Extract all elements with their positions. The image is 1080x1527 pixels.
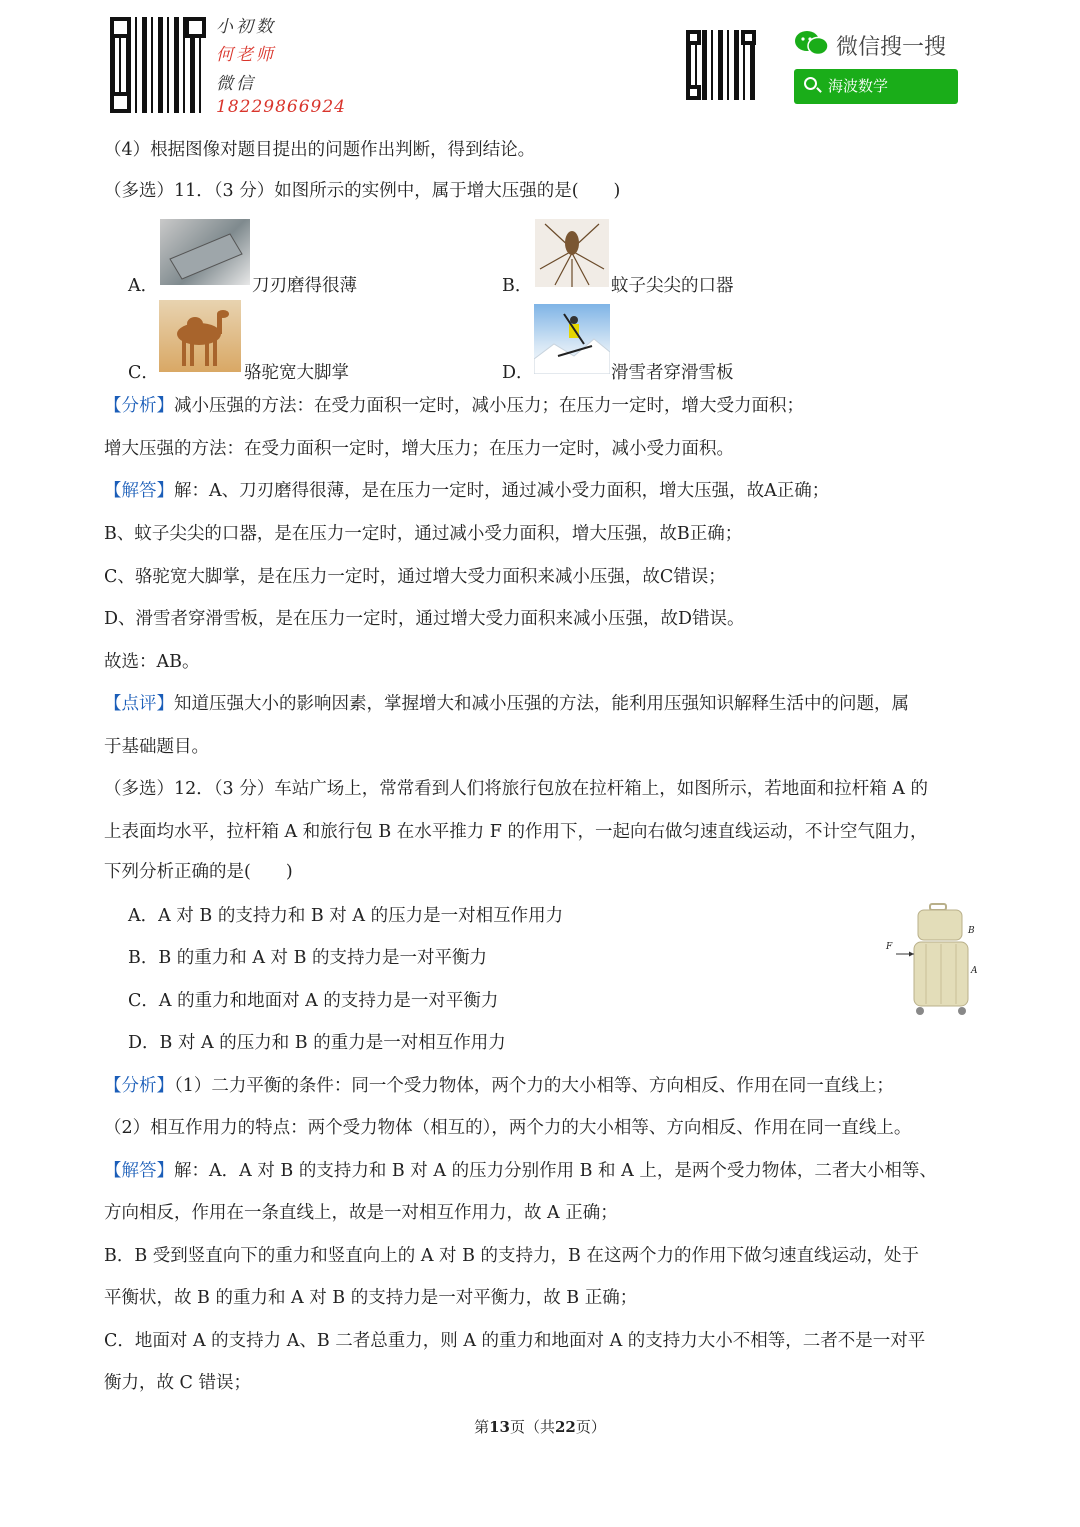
q12-option-b (128, 946, 487, 970)
q12-option-a (128, 904, 563, 928)
force-f-label: F (886, 942, 893, 952)
footer-prefix: 第 (474, 1418, 490, 1436)
contact-line-1: 小初数 (216, 17, 276, 37)
q12-option-a-text: A 对 B 的支持力和 B 对 A 的压力是一对相互作用力 (158, 906, 564, 926)
contact-line-2: 何老师 (216, 45, 276, 65)
contact-phone: 18229866924 (216, 97, 346, 117)
q11-option-a-label: A． (128, 276, 159, 296)
q11-analysis-line-1 (104, 394, 804, 418)
search-icon (804, 77, 817, 90)
q11-option-c-label: C． (128, 363, 159, 383)
q12-option-c-label: C． (128, 991, 159, 1011)
contact-line-3: 微信 (216, 74, 256, 94)
q12-answer-line-4: 平衡状，故 B 的重力和 A 对 B 的支持力是一对平衡力，故 B 正确； (104, 1288, 638, 1308)
q11-title: （多选）11．（3 分）如图所示的实例中，属于增大压强的是( ) (104, 181, 621, 201)
search-label: 海波数学 (828, 77, 889, 95)
q11-review-line-2: 于基础题目。 (104, 737, 209, 757)
q11-analysis-line-2: 增大压强的方法：在受力面积一定时，增大压力；在压力一定时，减小受力面积。 (104, 439, 734, 459)
q12-title-line-1: （多选）12．（3 分）车站广场上，常常看到人们将旅行包放在拉杆箱上，如图所示，若地面和拉杆箱 A 的 (104, 779, 928, 799)
mosquito-image (535, 219, 609, 287)
q12-option-d-text: B 对 A 的压力和 B 的重力是一对相互作用力 (159, 1033, 506, 1053)
analysis-tag: 【分析】 (104, 396, 174, 416)
wechat-icon (794, 30, 830, 56)
q11-choice: 故选：AB。 (104, 652, 200, 672)
q11-option-d-label: D． (502, 363, 534, 383)
q12-analysis-text-1: （1）二力平衡的条件：同一个受力物体，两个力的大小相等、方向相反、作用在同一直线上； (174, 1076, 894, 1096)
q11-review-text-1: 知道压强大小的影响因素，掌握增大和减小压强的方法，能利用压强知识解释生活中的问题，属 (174, 694, 909, 714)
q12-analysis-line-2: （2）相互作用力的特点：两个受力物体（相互的），两个力的大小相等、方向相反、作用在同一直线上。 (104, 1118, 912, 1138)
q11-option-b-label: B． (502, 276, 533, 296)
q12-answer-line-5: C．地面对 A 的支持力 A、B 二者总重力，则 A 的重力和地面对 A 的支持力大小不相等，二者不是一对平 (104, 1331, 926, 1351)
footer-suffix: 页） (575, 1418, 606, 1436)
review-tag: 【点评】 (104, 694, 174, 714)
q11-option-a-text: 刀刃磨得很薄 (252, 276, 357, 296)
total-pages: 22 (555, 1418, 576, 1436)
q11-answer-line-2: B、蚊子尖尖的口器，是在压力一定时，通过减小受力面积，增大压强，故B正确； (104, 524, 743, 544)
qr-code-contact (110, 17, 206, 113)
qr-code-search (686, 30, 756, 100)
bag-b-label: B (968, 926, 975, 936)
q11-option-d-text: 滑雪者穿滑雪板 (611, 363, 734, 383)
q12-option-b-label: B． (128, 948, 159, 968)
knife-image (160, 219, 250, 285)
q12-answer-text-1: 解：A．A 对 B 的支持力和 B 对 A 的压力分别作用 B 和 A 上，是两个受力物体，二者大小相等、 (174, 1161, 937, 1181)
q12-option-a-label: A． (128, 906, 159, 926)
q12-option-c-text: A 的重力和地面对 A 的支持力是一对平衡力 (158, 991, 499, 1011)
q11-answer-line-3: C、骆驼宽大脚掌，是在压力一定时，通过增大受力面积来减小压强，故C错误； (104, 567, 726, 587)
q11-answer-line-4: D、滑雪者穿滑雪板，是在压力一定时，通过增大受力面积来减小压强，故D错误。 (104, 609, 745, 629)
q11-option-c-text: 骆驼宽大脚掌 (244, 363, 349, 383)
footer-middle: 页（共 (509, 1418, 555, 1436)
page-footer (0, 1416, 1080, 1437)
q12-option-b-text: B 的重力和 A 对 B 的支持力是一对平衡力 (158, 948, 488, 968)
q12-answer-line-6: 衡力，故 C 错误； (104, 1373, 252, 1393)
q12-answer-tag: 【解答】 (104, 1161, 174, 1181)
q12-analysis-tag: 【分析】 (104, 1076, 174, 1096)
q12-answer-line-2: 方向相反，作用在一条直线上，故是一对相互作用力，故 A 正确； (104, 1203, 618, 1223)
camel-image (159, 300, 241, 372)
q12-answer-line-1 (104, 1159, 937, 1183)
q12-option-d (128, 1031, 506, 1055)
step-4-text: （4）根据图像对题目提出的问题作出判断，得到结论。 (104, 140, 536, 160)
q12-option-d-label: D． (128, 1033, 160, 1053)
q12-title-line-2: 上表面均水平，拉杆箱 A 和旅行包 B 在水平推力 F 的作用下，一起向右做匀速直线运动，不计空气阻力， (104, 822, 928, 842)
search-button[interactable] (794, 69, 958, 104)
q11-option-b-text: 蚊子尖尖的口器 (611, 276, 734, 296)
q12-title-line-3: 下列分析正确的是( ) (104, 862, 293, 882)
skier-image (534, 304, 610, 374)
answer-tag: 【解答】 (104, 481, 174, 501)
q11-answer-line-1 (104, 479, 829, 503)
luggage-figure (884, 902, 980, 1016)
q11-answer-text-1: 解：A、刀刃磨得很薄，是在压力一定时，通过减小受力面积，增大压强，故A正确； (174, 481, 830, 501)
q11-review-line-1 (104, 692, 909, 716)
q12-option-c (128, 989, 498, 1013)
q12-analysis-line-1 (104, 1074, 894, 1098)
wechat-search-title: 微信搜一搜 (836, 35, 947, 60)
case-a-label: A (971, 966, 978, 976)
q11-analysis-text-1: 减小压强的方法：在受力面积一定时，减小压力；在压力一定时，增大受力面积； (174, 396, 804, 416)
q12-answer-line-3: B．B 受到竖直向下的重力和竖直向上的 A 对 B 的支持力，B 在这两个力的作用下做匀速直线运动，处于 (104, 1246, 919, 1266)
current-page-number: 13 (489, 1418, 510, 1436)
